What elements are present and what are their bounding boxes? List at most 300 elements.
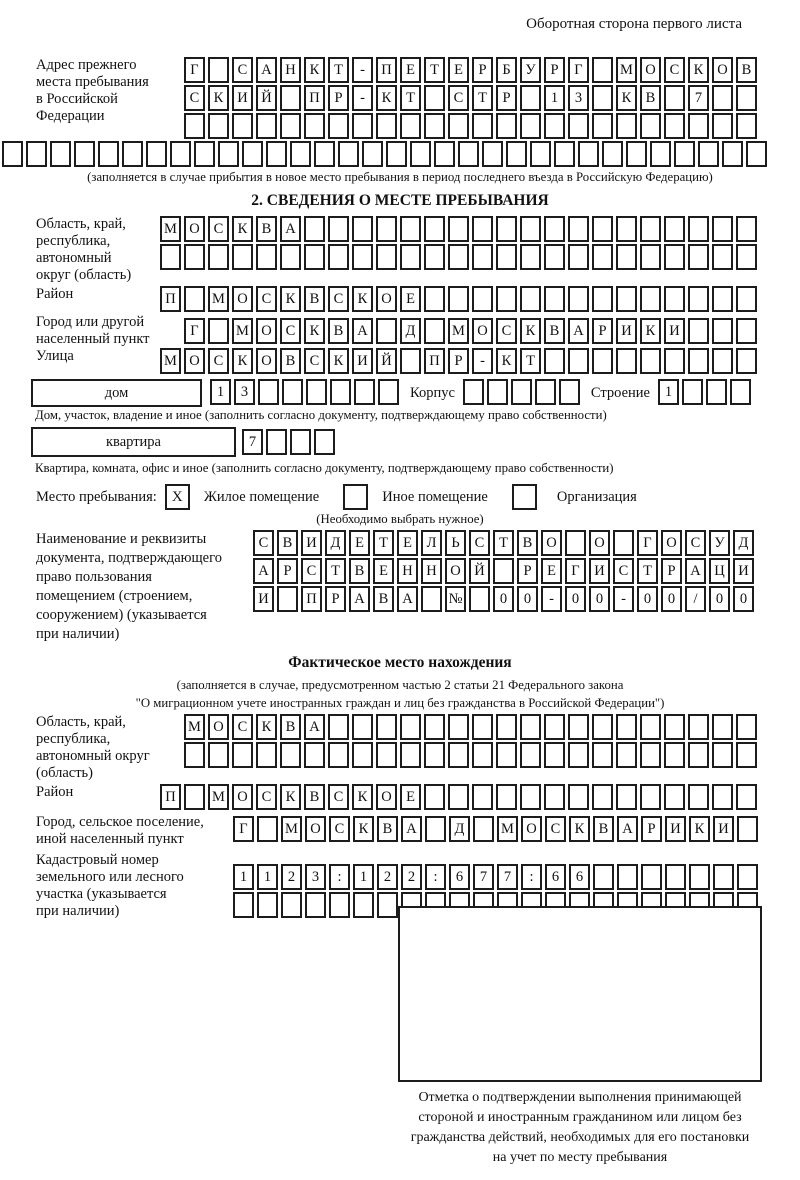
char-cell: Г: [568, 57, 589, 83]
char-cell: [463, 379, 484, 405]
char-cell: [688, 244, 709, 270]
char-cell: [730, 379, 751, 405]
char-cell: С: [469, 530, 490, 556]
char-cell: Р: [325, 586, 346, 612]
char-cell: О: [712, 57, 733, 83]
char-cell: С: [232, 714, 253, 740]
char-cell: [688, 216, 709, 242]
char-cell: О: [256, 348, 277, 374]
char-cell: У: [709, 530, 730, 556]
char-cell: :: [329, 864, 350, 890]
char-cell: 7: [688, 85, 709, 111]
char-cell: [592, 216, 613, 242]
char-cell: 1: [233, 864, 254, 890]
char-cell: [736, 85, 757, 111]
char-cell: [448, 244, 469, 270]
char-cell: 7: [242, 429, 263, 455]
char-cell: [544, 742, 565, 768]
char-cell: К: [640, 318, 661, 344]
house-row: [31, 379, 800, 407]
char-cell: [568, 113, 589, 139]
char-cell: [640, 742, 661, 768]
stamp-caption: Отметка о подтверждении выполнения принимающей стороной и иностранным гражданином или лицом без гражданства действий, необходимых для его постановки на учет по месту пребывания: [410, 1090, 750, 1165]
char-cell: В: [304, 784, 325, 810]
char-cell: [496, 714, 517, 740]
char-cell: П: [376, 57, 397, 83]
char-cell: [640, 348, 661, 374]
char-cell: [400, 714, 421, 740]
char-cell: [266, 141, 287, 167]
char-cell: [496, 216, 517, 242]
char-cell: [469, 586, 490, 612]
char-cell: [194, 141, 215, 167]
char-cell: В: [373, 586, 394, 612]
char-cell: [626, 141, 647, 167]
char-cell: К: [376, 85, 397, 111]
char-cell: [520, 85, 541, 111]
stay-place-row: [36, 484, 800, 510]
cadastral-row-1: [233, 864, 761, 890]
char-cell: [281, 892, 302, 918]
district-row: [160, 286, 760, 312]
char-cell: 7: [473, 864, 494, 890]
char-cell: [616, 742, 637, 768]
char-cell: [352, 244, 373, 270]
char-cell: Н: [280, 57, 301, 83]
char-cell: И: [616, 318, 637, 344]
char-cell: В: [544, 318, 565, 344]
char-cell: [290, 141, 311, 167]
char-cell: У: [520, 57, 541, 83]
option-label-residential: Жилое помещение: [203, 488, 320, 505]
char-cell: [535, 379, 556, 405]
char-cell: [424, 286, 445, 312]
char-cell: Д: [449, 816, 470, 842]
char-cell: [559, 379, 580, 405]
char-cell: К: [328, 348, 349, 374]
char-cell: В: [640, 85, 661, 111]
char-cell: -: [613, 586, 634, 612]
char-cell: [329, 892, 350, 918]
char-cell: [592, 113, 613, 139]
char-cell: [568, 244, 589, 270]
char-cell: Н: [397, 558, 418, 584]
char-cell: [511, 379, 532, 405]
char-cell: [306, 379, 327, 405]
char-cell: И: [665, 816, 686, 842]
char-cell: К: [352, 784, 373, 810]
char-cell: Т: [472, 85, 493, 111]
korpus-row: [463, 379, 583, 405]
registration-stamp-box: [398, 906, 762, 1082]
char-cell: [473, 816, 494, 842]
char-cell: И: [713, 816, 734, 842]
char-cell: С: [448, 85, 469, 111]
actual-location-note-2: "О миграционном учете иностранных граждан и лиц без гражданства в Российской Федерации"): [135, 696, 665, 710]
prev-address-row-2: [184, 85, 760, 111]
char-cell: С: [280, 318, 301, 344]
char-cell: [664, 286, 685, 312]
char-cell: [424, 85, 445, 111]
char-cell: 1: [353, 864, 374, 890]
char-cell: С: [256, 784, 277, 810]
char-cell: [737, 864, 758, 890]
char-cell: [520, 244, 541, 270]
option-label-other-premises: Иное помещение: [382, 488, 488, 505]
document-row-3: [253, 586, 757, 612]
char-cell: [482, 141, 503, 167]
char-cell: М: [497, 816, 518, 842]
actual-location-note-1: (заполняется в случае, предусмотренном частью 2 статьи 21 Федерального закона: [176, 678, 624, 692]
char-cell: О: [232, 286, 253, 312]
char-cell: А: [349, 586, 370, 612]
char-cell: [424, 742, 445, 768]
char-cell: В: [377, 816, 398, 842]
char-cell: [736, 244, 757, 270]
char-cell: Г: [637, 530, 658, 556]
char-cell: [280, 113, 301, 139]
char-cell: [218, 141, 239, 167]
char-cell: :: [521, 864, 542, 890]
prev-address-note: (заполняется в случае прибытия в новое место пребывания в период последнего въезда в Российскую Федерацию): [87, 170, 713, 184]
char-cell: К: [304, 57, 325, 83]
char-cell: [712, 113, 733, 139]
char-cell: [640, 216, 661, 242]
char-cell: [280, 244, 301, 270]
char-cell: С: [253, 530, 274, 556]
char-cell: Е: [400, 286, 421, 312]
region-row-2: [160, 244, 760, 270]
char-cell: О: [541, 530, 562, 556]
char-cell: [520, 286, 541, 312]
char-cell: [170, 141, 191, 167]
char-cell: №: [445, 586, 466, 612]
char-cell: [242, 141, 263, 167]
char-cell: [256, 113, 277, 139]
char-cell: И: [589, 558, 610, 584]
char-cell: Й: [256, 85, 277, 111]
char-cell: [706, 379, 727, 405]
city-label: Город или другой населенный пункт: [36, 314, 150, 347]
district-label: Район: [36, 286, 74, 302]
char-cell: А: [568, 318, 589, 344]
stay-place-note: (Необходимо выбрать нужное): [316, 512, 484, 526]
char-cell: Т: [424, 57, 445, 83]
char-cell: [448, 286, 469, 312]
house-type-box: дом: [31, 379, 202, 407]
char-cell: -: [352, 85, 373, 111]
char-cell: [304, 244, 325, 270]
char-cell: [233, 892, 254, 918]
char-cell: [568, 216, 589, 242]
char-cell: [376, 318, 397, 344]
char-cell: П: [301, 586, 322, 612]
char-cell: [616, 348, 637, 374]
char-cell: [712, 216, 733, 242]
char-cell: С: [545, 816, 566, 842]
char-cell: М: [160, 348, 181, 374]
document-block: [0, 530, 800, 644]
char-cell: П: [160, 286, 181, 312]
char-cell: [736, 318, 757, 344]
char-cell: [664, 714, 685, 740]
char-cell: [400, 244, 421, 270]
char-cell: 3: [234, 379, 255, 405]
char-cell: [688, 318, 709, 344]
char-cell: [448, 714, 469, 740]
char-cell: [544, 286, 565, 312]
char-cell: [314, 141, 335, 167]
street-label: Улица: [36, 348, 74, 364]
char-cell: [664, 784, 685, 810]
fact-city-block: [0, 814, 800, 848]
char-cell: О: [472, 318, 493, 344]
char-cell: О: [445, 558, 466, 584]
char-cell: К: [256, 714, 277, 740]
char-cell: 0: [517, 586, 538, 612]
char-cell: [712, 244, 733, 270]
char-cell: [616, 714, 637, 740]
fact-region-rows: [184, 714, 760, 770]
char-cell: [376, 742, 397, 768]
char-cell: [208, 318, 229, 344]
char-cell: А: [352, 318, 373, 344]
char-cell: [640, 784, 661, 810]
char-cell: [425, 816, 446, 842]
char-cell: П: [304, 85, 325, 111]
char-cell: [493, 558, 514, 584]
char-cell: Д: [325, 530, 346, 556]
char-cell: А: [401, 816, 422, 842]
char-cell: Р: [661, 558, 682, 584]
prev-address-row-1: [184, 57, 760, 83]
fact-city-label: Город, сельское поселение, иной населенный пункт: [36, 814, 204, 847]
char-cell: -: [472, 348, 493, 374]
region-row-1: [160, 216, 760, 242]
char-cell: [713, 864, 734, 890]
char-cell: [352, 742, 373, 768]
char-cell: [592, 244, 613, 270]
char-cell: А: [617, 816, 638, 842]
fact-district-label: Район: [36, 784, 74, 800]
char-cell: Р: [328, 85, 349, 111]
char-cell: В: [517, 530, 538, 556]
char-cell: -: [541, 586, 562, 612]
char-cell: С: [496, 318, 517, 344]
apartment-number-row: [242, 429, 338, 455]
char-cell: [506, 141, 527, 167]
char-cell: Е: [349, 530, 370, 556]
char-cell: [682, 379, 703, 405]
char-cell: Г: [233, 816, 254, 842]
char-cell: [496, 742, 517, 768]
char-cell: 0: [709, 586, 730, 612]
char-cell: [496, 244, 517, 270]
char-cell: М: [160, 216, 181, 242]
char-cell: 2: [281, 864, 302, 890]
char-cell: [256, 742, 277, 768]
prev-address-row-3: [184, 113, 760, 139]
char-cell: [613, 530, 634, 556]
char-cell: С: [256, 286, 277, 312]
checkbox-residential: X: [165, 484, 190, 510]
char-cell: С: [613, 558, 634, 584]
char-cell: 0: [565, 586, 586, 612]
char-cell: [386, 141, 407, 167]
char-cell: Р: [448, 348, 469, 374]
char-cell: И: [352, 348, 373, 374]
char-cell: [736, 113, 757, 139]
char-cell: [304, 216, 325, 242]
char-cell: В: [593, 816, 614, 842]
char-cell: С: [664, 57, 685, 83]
char-cell: [565, 530, 586, 556]
char-cell: [746, 141, 767, 167]
char-cell: Е: [541, 558, 562, 584]
char-cell: В: [328, 318, 349, 344]
region-label: Область, край, республика, автономный округ (область): [36, 216, 132, 283]
char-cell: Р: [496, 85, 517, 111]
char-cell: [712, 286, 733, 312]
house-number-row: [210, 379, 402, 405]
char-cell: Т: [400, 85, 421, 111]
document-rows: [253, 530, 757, 614]
char-cell: 0: [493, 586, 514, 612]
prev-address-label: Адрес прежнего места пребывания в Российской Федерации: [36, 57, 149, 124]
char-cell: О: [661, 530, 682, 556]
fact-region-label: Область, край, республика, автономный округ (область): [36, 714, 150, 781]
stay-place-label: Место пребывания:: [36, 488, 157, 505]
char-cell: [496, 286, 517, 312]
char-cell: К: [304, 318, 325, 344]
char-cell: В: [349, 558, 370, 584]
char-cell: Г: [184, 57, 205, 83]
char-cell: К: [520, 318, 541, 344]
char-cell: О: [376, 286, 397, 312]
char-cell: 3: [568, 85, 589, 111]
char-cell: [736, 784, 757, 810]
char-cell: О: [589, 530, 610, 556]
char-cell: [424, 784, 445, 810]
char-cell: [400, 113, 421, 139]
apartment-note: Квартира, комната, офис и иное (заполнить согласно документу, подтверждающему право собственности): [35, 461, 614, 475]
char-cell: [712, 318, 733, 344]
char-cell: [640, 113, 661, 139]
char-cell: [448, 216, 469, 242]
house-note: Дом, участок, владение и иное (заполнить согласно документу, подтверждающему право собственности): [35, 408, 607, 422]
char-cell: [282, 379, 303, 405]
char-cell: [2, 141, 23, 167]
char-cell: [400, 216, 421, 242]
region-rows: [160, 216, 760, 272]
char-cell: [688, 714, 709, 740]
char-cell: [184, 244, 205, 270]
char-cell: [280, 742, 301, 768]
char-cell: [520, 784, 541, 810]
char-cell: [280, 85, 301, 111]
checkbox-organization: [512, 484, 537, 510]
char-cell: А: [280, 216, 301, 242]
option-label-organization: Организация: [556, 488, 637, 505]
char-cell: [434, 141, 455, 167]
char-cell: [304, 742, 325, 768]
char-cell: [328, 742, 349, 768]
char-cell: О: [232, 784, 253, 810]
char-cell: О: [640, 57, 661, 83]
char-cell: [424, 318, 445, 344]
char-cell: [688, 784, 709, 810]
char-cell: [616, 286, 637, 312]
char-cell: [736, 714, 757, 740]
char-cell: В: [277, 530, 298, 556]
char-cell: [712, 85, 733, 111]
char-cell: 1: [658, 379, 679, 405]
char-cell: О: [208, 714, 229, 740]
char-cell: -: [352, 57, 373, 83]
char-cell: [184, 286, 205, 312]
char-cell: [208, 742, 229, 768]
char-cell: [520, 714, 541, 740]
checkbox-other-premises: [343, 484, 368, 510]
prev-address-block: [0, 57, 800, 141]
fact-city-row: [233, 816, 761, 842]
city-row: [184, 318, 760, 344]
char-cell: О: [256, 318, 277, 344]
char-cell: [338, 141, 359, 167]
stroenie-row: [658, 379, 754, 405]
char-cell: И: [664, 318, 685, 344]
char-cell: В: [736, 57, 757, 83]
char-cell: [544, 348, 565, 374]
char-cell: [232, 113, 253, 139]
char-cell: [472, 714, 493, 740]
street-block: [0, 348, 800, 376]
char-cell: 6: [449, 864, 470, 890]
char-cell: [232, 244, 253, 270]
char-cell: 0: [589, 586, 610, 612]
char-cell: А: [304, 714, 325, 740]
char-cell: [472, 286, 493, 312]
char-cell: Т: [373, 530, 394, 556]
char-cell: [208, 57, 229, 83]
cadastral-label: Кадастровый номер земельного или лесного участка (указывается при наличии): [36, 852, 184, 919]
char-cell: С: [328, 784, 349, 810]
char-cell: [328, 244, 349, 270]
char-cell: [410, 141, 431, 167]
char-cell: [352, 216, 373, 242]
district-block: [0, 286, 800, 314]
apartment-type-box: квартира: [31, 427, 236, 457]
char-cell: К: [352, 286, 373, 312]
char-cell: С: [301, 558, 322, 584]
char-cell: [266, 429, 287, 455]
char-cell: С: [208, 348, 229, 374]
char-cell: [328, 113, 349, 139]
char-cell: [616, 244, 637, 270]
char-cell: [448, 113, 469, 139]
char-cell: [640, 714, 661, 740]
char-cell: К: [616, 85, 637, 111]
char-cell: Т: [325, 558, 346, 584]
region-block: [0, 216, 800, 284]
char-cell: Г: [565, 558, 586, 584]
char-cell: [688, 113, 709, 139]
char-cell: 1: [257, 864, 278, 890]
char-cell: С: [232, 57, 253, 83]
char-cell: Т: [637, 558, 658, 584]
char-cell: М: [281, 816, 302, 842]
char-cell: Т: [520, 348, 541, 374]
